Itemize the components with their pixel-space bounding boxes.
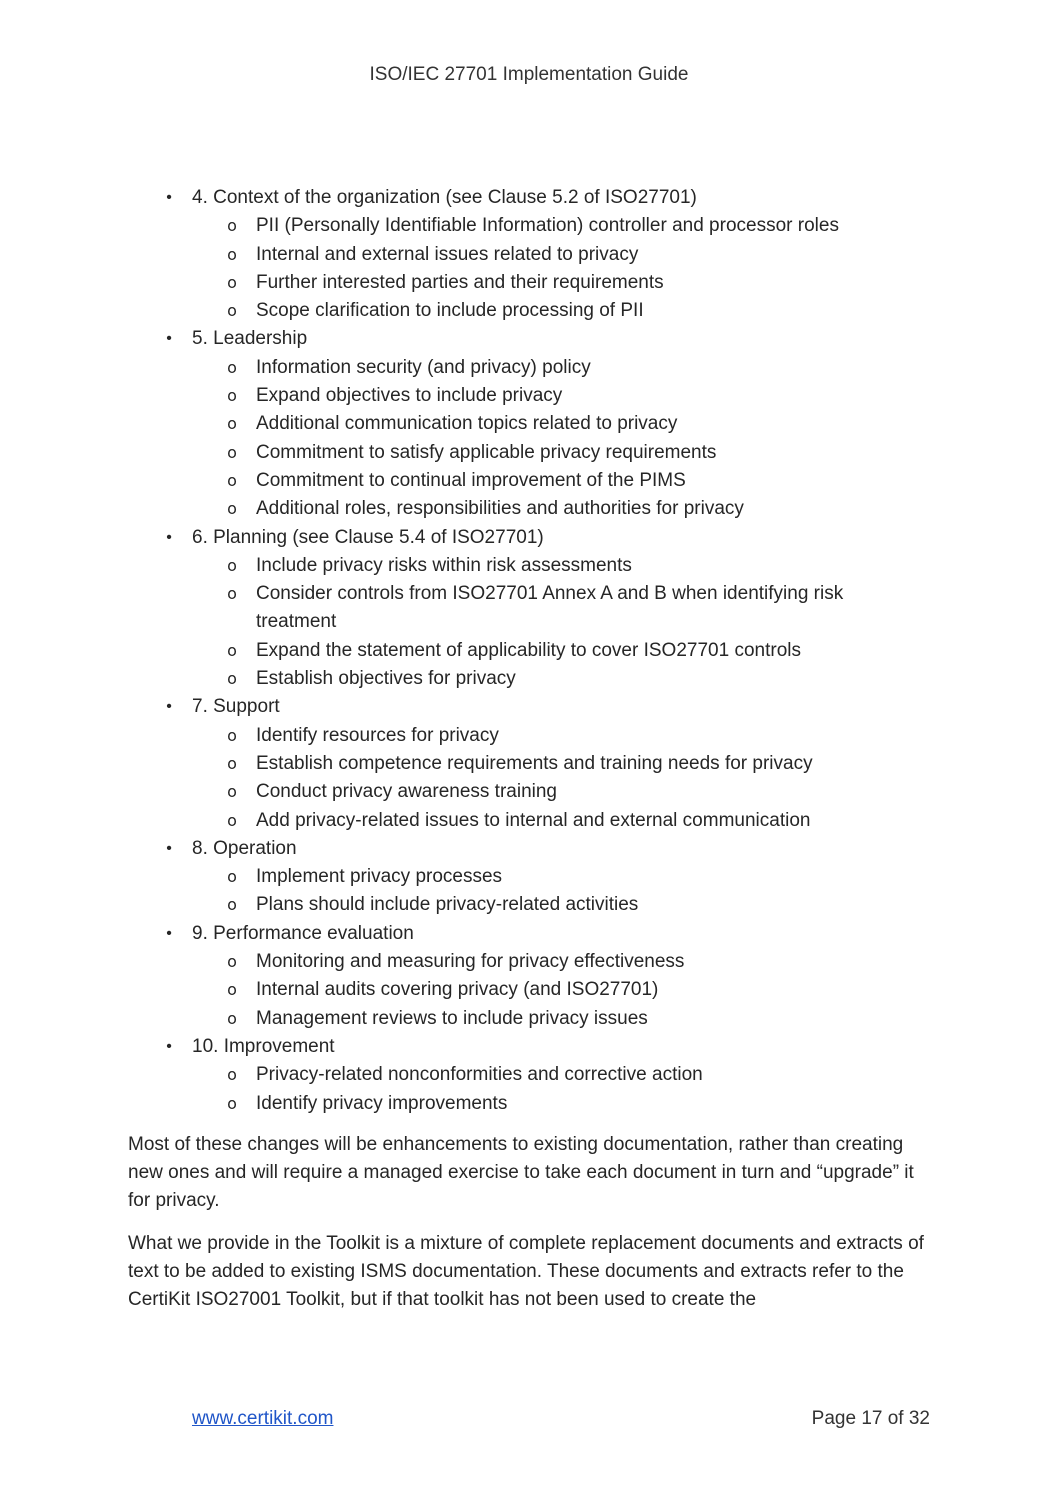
list-item: o Privacy-related nonconformities and corrective action: [192, 1061, 928, 1089]
list-item: o Implement privacy processes: [192, 863, 928, 891]
clause-item: [128, 524, 928, 694]
list-item: o Establish competence requirements and training needs for privacy: [192, 750, 928, 778]
circle-bullet-icon: o: [227, 810, 237, 830]
circle-bullet-icon: o: [227, 669, 237, 689]
bullet-icon: •: [166, 1037, 172, 1055]
clause-sub-list: [192, 212, 928, 325]
document-body: [128, 184, 928, 1315]
page-header: [0, 64, 1058, 86]
clause-heading: 10. Improvement: [192, 1035, 335, 1057]
circle-bullet-icon: o: [227, 980, 237, 1000]
circle-bullet-icon: o: [227, 867, 237, 887]
page-footer: [192, 1408, 930, 1430]
bullet-icon: •: [166, 189, 172, 206]
list-item: o Expand objectives to include privacy: [192, 382, 928, 410]
circle-bullet-icon: o: [227, 470, 237, 490]
circle-bullet-icon: o: [227, 895, 237, 915]
list-item: o Include privacy risks within risk assessments: [192, 552, 928, 580]
list-item: o Establish objectives for privacy: [192, 665, 928, 693]
clause-sub-list: [192, 863, 928, 920]
clause-item: [128, 835, 928, 920]
list-item: o Conduct privacy awareness training: [192, 778, 928, 806]
bullet-icon: •: [166, 924, 172, 942]
clause-item: [128, 693, 928, 834]
list-item: o Further interested parties and their requirements: [192, 269, 928, 297]
circle-bullet-icon: o: [227, 272, 237, 292]
list-item: o Additional roles, responsibilities and authorities for privacy: [192, 495, 928, 523]
toolkit-paragraph: What we provide in the Toolkit is a mixture of complete replacement documents and extracts of text to be added to existing ISMS documentation. These documents and extracts refer to the CertiKit ISO27001 Toolkit, but if that toolkit has not been used to create the: [128, 1232, 924, 1311]
list-item: o PII (Personally Identifiable Information) controller and processor roles: [192, 212, 928, 240]
list-item: o Internal audits covering privacy (and ISO27701): [192, 976, 928, 1004]
list-item: o Add privacy-related issues to internal and external communication: [192, 807, 928, 835]
document-title: ISO/IEC 27701 Implementation Guide: [369, 64, 689, 85]
clause-sub-list: [192, 1061, 928, 1118]
clause-heading: 4. Context of the organization (see Clause 5.2 of ISO27701): [192, 187, 697, 208]
clause-sub-list: [192, 354, 928, 524]
list-item: o Plans should include privacy-related activities: [192, 891, 928, 919]
bullet-icon: •: [166, 330, 172, 348]
circle-bullet-icon: o: [227, 584, 237, 604]
summary-paragraph: Most of these changes will be enhancements to existing documentation, rather than creating new ones and will require a managed exercise to take each document in turn and “upgrade” it for privacy.: [128, 1133, 914, 1212]
bullet-icon: •: [166, 839, 172, 857]
circle-bullet-icon: o: [227, 442, 237, 462]
clause-heading: 6. Planning (see Clause 5.4 of ISO27701): [192, 526, 544, 548]
clause-sub-list: [192, 948, 928, 1033]
circle-bullet-icon: o: [227, 357, 237, 377]
circle-bullet-icon: o: [227, 301, 237, 321]
clause-heading: 7. Support: [192, 696, 280, 718]
clause-sub-list: [192, 552, 928, 693]
bullet-icon: •: [166, 698, 172, 716]
list-item: o Commitment to continual improvement of the PIMS: [192, 467, 928, 495]
list-item: o Information security (and privacy) policy: [192, 354, 928, 382]
circle-bullet-icon: o: [227, 414, 237, 434]
list-item: o Consider controls from ISO27701 Annex A and B when identifying risk treatment: [192, 580, 928, 637]
clause-item: [128, 325, 928, 523]
clause-item: [128, 184, 928, 325]
list-item: o Internal and external issues related to privacy: [192, 241, 928, 269]
clause-heading: 5. Leadership: [192, 328, 308, 350]
list-item: o Management reviews to include privacy issues: [192, 1005, 928, 1033]
circle-bullet-icon: o: [227, 499, 237, 519]
circle-bullet-icon: o: [227, 386, 237, 406]
circle-bullet-icon: o: [227, 1008, 237, 1028]
list-item: o Identify resources for privacy: [192, 722, 928, 750]
website-link[interactable]: www.certikit.com: [192, 1408, 334, 1429]
list-item: o Commitment to satisfy applicable privacy requirements: [192, 439, 928, 467]
circle-bullet-icon: o: [227, 640, 237, 660]
clause-list: [128, 184, 928, 1118]
list-item: o Monitoring and measuring for privacy effectiveness: [192, 948, 928, 976]
list-item: o Expand the statement of applicability to cover ISO27701 controls: [192, 637, 928, 665]
circle-bullet-icon: o: [227, 244, 237, 264]
clause-sub-list: [192, 722, 928, 835]
list-item: o Additional communication topics related to privacy: [192, 410, 928, 438]
clause-heading: 8. Operation: [192, 837, 297, 859]
list-item: o Scope clarification to include processing of PII: [192, 297, 928, 325]
circle-bullet-icon: o: [227, 1093, 237, 1113]
clause-item: [128, 1033, 928, 1118]
circle-bullet-icon: o: [227, 725, 237, 745]
circle-bullet-icon: o: [227, 782, 237, 802]
circle-bullet-icon: o: [227, 555, 237, 575]
circle-bullet-icon: o: [227, 216, 237, 236]
clause-heading: 9. Performance evaluation: [192, 922, 414, 944]
circle-bullet-icon: o: [227, 952, 237, 972]
circle-bullet-icon: o: [227, 753, 237, 773]
bullet-icon: •: [166, 528, 172, 546]
list-item: o Identify privacy improvements: [192, 1090, 928, 1118]
page-number: Page 17 of 32: [811, 1408, 930, 1429]
circle-bullet-icon: o: [227, 1065, 237, 1085]
clause-item: [128, 920, 928, 1033]
